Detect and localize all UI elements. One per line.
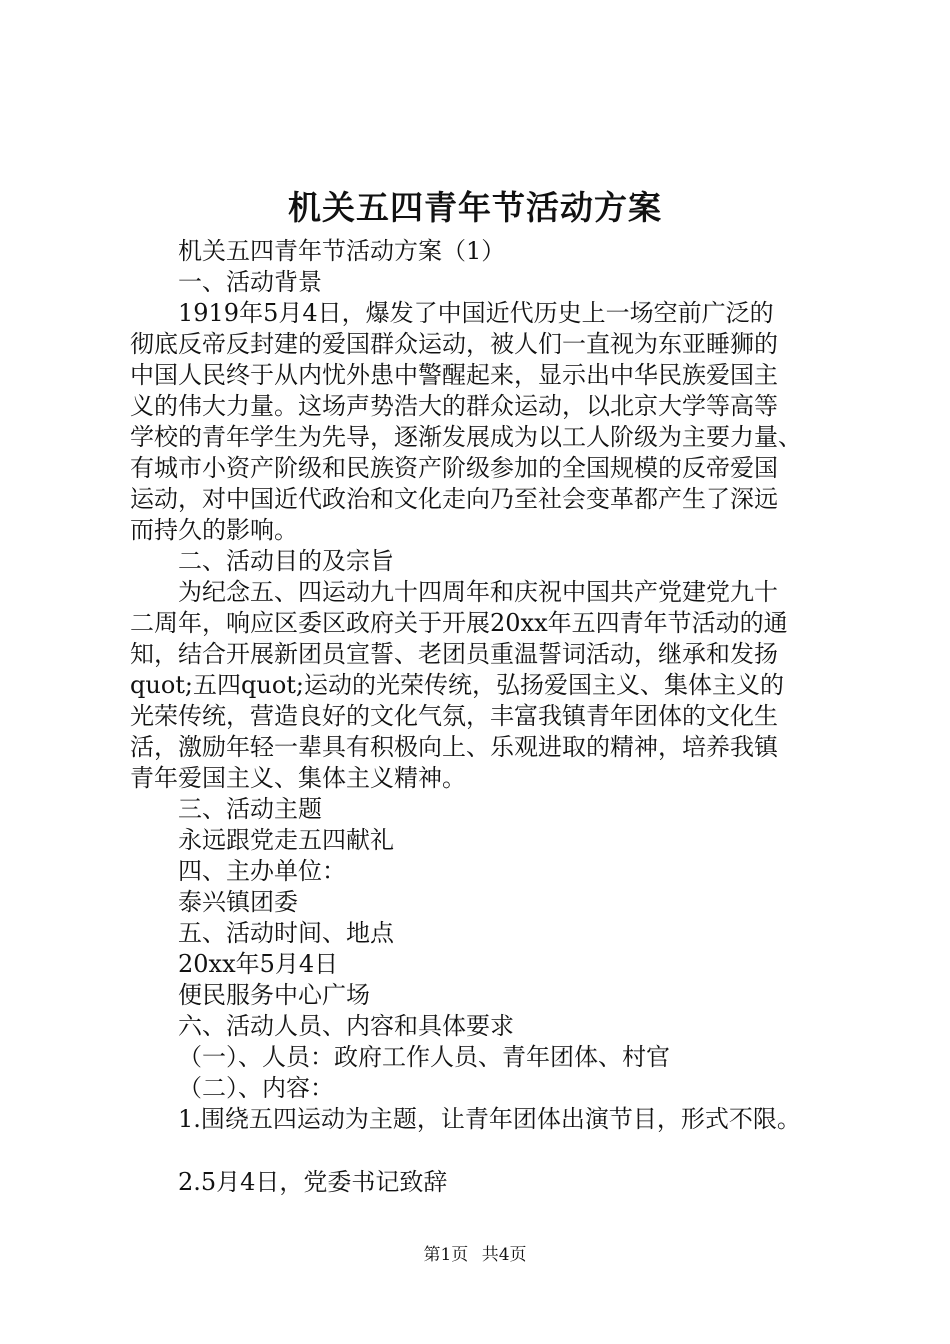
- text-line: 三、活动主题: [178, 795, 322, 823]
- page-total: 共4页: [481, 1245, 527, 1265]
- page-footer: [0, 1241, 950, 1269]
- text-line: 一、活动背景: [178, 268, 322, 296]
- text-line: 五、活动时间、地点: [178, 919, 394, 947]
- text-line: 有城市小资产阶级和民族资产阶级参加的全国规模的反帝爱国: [130, 454, 778, 482]
- text-line: 青年爱国主义、集体主义精神。: [130, 764, 466, 792]
- text-line: 知，结合开展新团员宣誓、老团员重温誓词活动，继承和发扬: [130, 640, 778, 668]
- text-line: 义的伟大力量。这场声势浩大的群众运动，以北京大学等高等: [130, 392, 778, 420]
- text-line: （二）、内容：: [178, 1074, 334, 1102]
- document-title: 机关五四青年节活动方案: [288, 188, 662, 227]
- text-line: 二、活动目的及宗旨: [178, 547, 394, 575]
- text-line: 运动，对中国近代政治和文化走向乃至社会变革都产生了深远: [130, 485, 778, 513]
- text-line: 1.围绕五四运动为主题，让青年团体出演节目，形式不限。: [178, 1105, 801, 1133]
- text-line: 四、主办单位：: [178, 857, 346, 885]
- text-line: 二周年，响应区委区政府关于开展20xx年五四青年节活动的通: [130, 609, 788, 637]
- page-number: 第1页: [423, 1245, 469, 1265]
- text-line: 泰兴镇团委: [178, 888, 298, 916]
- text-line: 而持久的影响。: [130, 516, 298, 544]
- paragraph-gap: [130, 1135, 835, 1167]
- text-line: （一）、人员：政府工作人员、青年团体、村官: [178, 1043, 670, 1071]
- text-line: 机关五四青年节活动方案（1）: [178, 237, 506, 265]
- text-line: 光荣传统，营造良好的文化气氛，丰富我镇青年团体的文化生: [130, 702, 778, 730]
- text-line: 1919年5月4日，爆发了中国近代历史上一场空前广泛的: [178, 299, 774, 327]
- text-line: 彻底反帝反封建的爱国群众运动，被人们一直视为东亚睡狮的: [130, 330, 778, 358]
- text-line: 便民服务中心广场: [178, 981, 370, 1009]
- document-body: [130, 236, 835, 1198]
- text-line: 为纪念五、四运动九十四周年和庆祝中国共产党建党九十: [178, 578, 778, 606]
- text-line: 2.5月4日，党委书记致辞: [178, 1168, 448, 1196]
- text-line: 永远跟党走五四献礼: [178, 826, 394, 854]
- text-line: 活，激励年轻一辈具有积极向上、乐观进取的精神，培养我镇: [130, 733, 778, 761]
- text-line: 中国人民终于从内忧外患中警醒起来，显示出中华民族爱国主: [130, 361, 778, 389]
- text-line: quot;五四quot;运动的光荣传统，弘扬爱国主义、集体主义的: [130, 671, 784, 699]
- text-line: 学校的青年学生为先导，逐渐发展成为以工人阶级为主要力量、: [130, 423, 802, 451]
- text-line: 20xx年5月4日: [178, 950, 339, 978]
- text-line: 六、活动人员、内容和具体要求: [178, 1012, 514, 1040]
